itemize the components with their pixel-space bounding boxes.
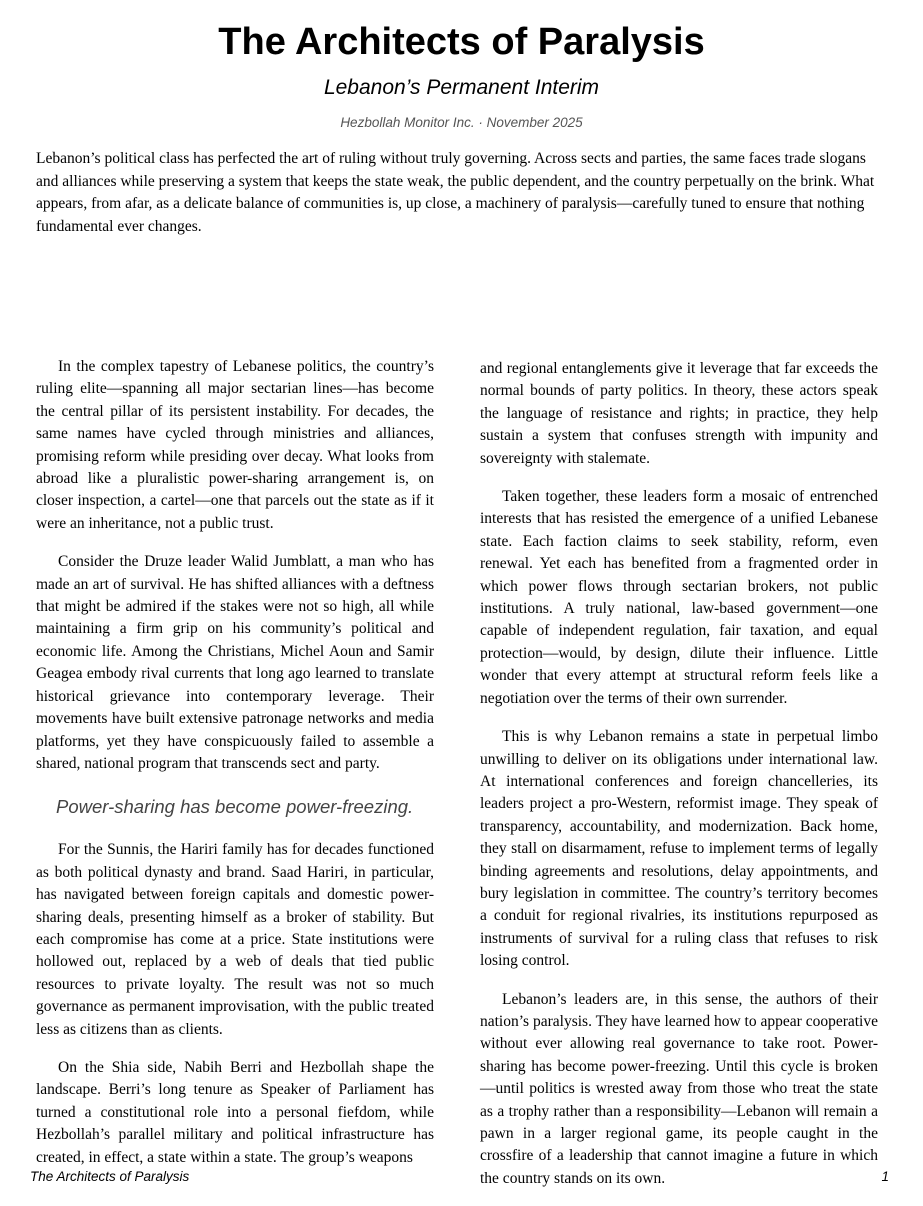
byline: Hezbollah Monitor Inc. · November 2025 xyxy=(340,115,583,130)
right-column xyxy=(480,358,878,1206)
left-column xyxy=(36,356,434,1185)
body-paragraph: In the complex tapestry of Lebanese politics, the country’s ruling elite—spanning all major sectarian lines—has become the central pillar of its persistent instability. For decades, the same names have cycled through ministries and alliances, promising reform while presiding over decay. What looks from abroad like a pluralistic power-sharing arrangement is, on closer inspection, a cartel—one that parcels out the state as if it were an inheritance, not a public trust. xyxy=(36,358,434,532)
article-title: The Architects of Paralysis xyxy=(218,21,705,63)
page-footer xyxy=(30,1168,889,1186)
body-paragraph: Taken together, these leaders form a mosaic of entrenched interests that has resisted the emergence of a unified Lebanese state. Each faction claims to seek stability, reform, even renewal. Yet each has benefited from a fragmented order in which power flows through sectarian brokers, not public institutions. A truly national, law-based government—one capable of independent regulation, fair taxation, and equal protection—would, by design, dilute their influence. Little wonder that every attempt at structural reform feels like a negotiation over the terms of their own surrender. xyxy=(480,488,878,707)
body-paragraph: On the Shia side, Nabih Berri and Hezbollah shape the landscape. Berri’s long tenure as Speaker of Parliament has turned a constitutional role into a personal fiefdom, while Hezbollah’s parallel military and political infrastructure has created, in effect, a state within a state. The group’s weapons xyxy=(36,1058,434,1166)
pull-quote: Power-sharing has become power-freezing. xyxy=(56,796,414,818)
body-paragraph: Lebanon’s leaders are, in this sense, the authors of their nation’s paralysis. They have learned how to appear cooperative without ever allowing real governance to take root. Power-sharing has become power-freezing. Until this cycle is broken—until politics is wrested away from those who treat the state as a trophy rather than a responsibility—Lebanon will remain a pawn in a larger regional game, its people caught in the crossfire of a leadership that cannot imagine a future in which the country stands on its own. xyxy=(480,990,878,1187)
article-subtitle: Lebanon’s Permanent Interim xyxy=(323,76,600,99)
body-paragraph: This is why Lebanon remains a state in perpetual limbo unwilling to deliver on its obligations under international law. At international conferences and foreign chancelleries, its leaders project a pro-Western, reformist image. They speak of transparency, accountability, and modernization. Back home, they stall on disarmament, refuse to implement terms of legally binding agreements and resolutions, delay appointments, and bury legislation in committee. The country’s territory becomes a conduit for regional rivalries, its institutions repurposed as instruments of survival for a ruling class that refuses to risk losing control. xyxy=(480,728,878,970)
page-number: 1 xyxy=(881,1169,889,1184)
body-paragraph: Consider the Druze leader Walid Jumblatt, a man who has made an art of survival. He has shifted alliances with a deftness that might be admired if the stakes were not so high, all while maintaining a firm grip on his community’s political and economic life. Among the Christians, Michel Aoun and Samir Geagea embody rival currents that long ago learned to translate historical grievance into contemporary leverage. Their movements have built extensive patronage networks and media platforms, yet they have conspicuously failed to assemble a shared, national program that transcends sect and party. xyxy=(36,553,434,772)
intro-paragraph: Lebanon’s political class has perfected the art of ruling without truly governing. Across sects and parties, the same faces trade slogans and alliances while preserving a system that keeps the state weak, the public dependent, and the country perpetually on the brink. What appears, from afar, as a delicate balance of communities is, up close, a machinery of paralysis—carefully tuned to ensure that nothing fundamental ever changes. xyxy=(36,150,875,235)
footer-running-title: The Architects of Paralysis xyxy=(30,1169,190,1184)
body-paragraph: For the Sunnis, the Hariri family has for decades functioned as both political dynasty and brand. Saad Hariri, in particular, has navigated between foreign capitals and domestic power-sharing deals, presenting himself as a broker of stability. But each compromise has come at a price. State institutions were hollowed out, replaced by a web of deals that tied public resources to private loyalty. The result was not so much governance as permanent improvisation, with the public treated less as citizens than as clients. xyxy=(36,841,434,1038)
body-paragraph-continuation: and regional entanglements give it leverage that far exceeds the normal bounds of party politics. In theory, these actors speak the language of resistance and rights; in practice, they help sustain a system that confuses strength with impunity and sovereignty with stalemate. xyxy=(480,360,878,467)
